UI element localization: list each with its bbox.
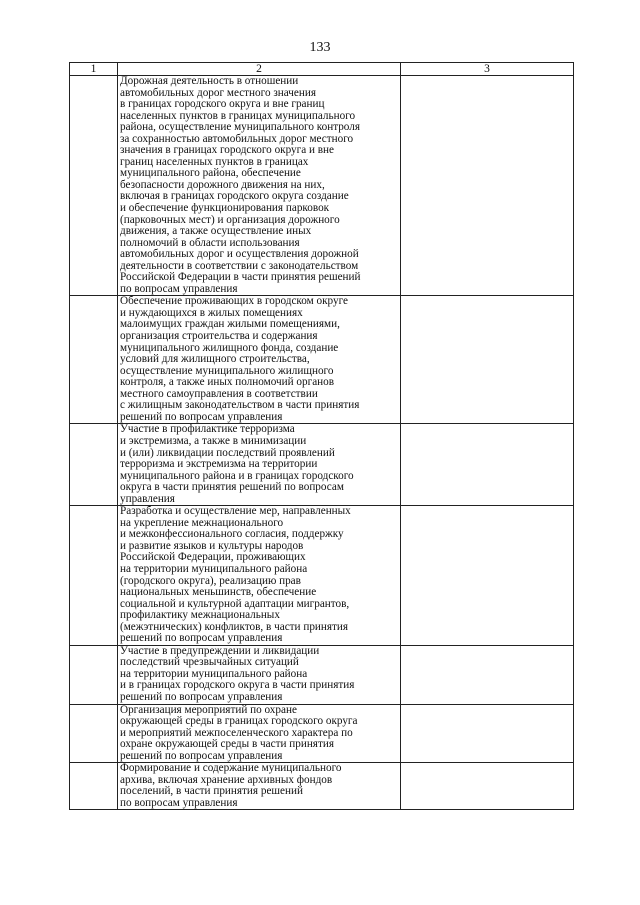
note-cell [401, 506, 574, 646]
powers-text-cell: Формирование и содержание муниципального архива, включая хранение архивных фондов поселений, в части принятия решений по вопросам управления [118, 763, 401, 810]
powers-text-cell: Обеспечение проживающих в городском округе и нуждающихся в жилых помещениях малоимущих граждан жилыми помещениями, организация строительства и содержания муниципального жилищного фонда, создание условий для жилищного строительства, осуществление муниципального жилищного контроля, а также иных полномочий органов местного самоуправления в соответствии с жилищным законодательством в части принятия решений по вопросам управления [118, 296, 401, 424]
column-header-1: 1 [70, 63, 118, 76]
note-cell [401, 76, 574, 296]
note-cell [401, 424, 574, 506]
powers-text-cell: Организация мероприятий по охране окружающей среды в границах городского округа и мероприятий межпоселенческого характера по охране окружающей среды в части принятия решений по вопросам управления [118, 704, 401, 763]
column-header-3: 3 [401, 63, 574, 76]
powers-text-cell: Участие в предупреждении и ликвидации последствий чрезвычайных ситуаций на территории муниципального района и в границах городского округа в части принятия решений по вопросам управления [118, 645, 401, 704]
row-number-cell [70, 296, 118, 424]
table-row [70, 76, 574, 296]
table-row [70, 506, 574, 646]
page-number: 133 [309, 40, 331, 55]
note-cell [401, 704, 574, 763]
powers-table [69, 62, 574, 810]
table-row [70, 645, 574, 704]
table-row [70, 704, 574, 763]
note-cell [401, 645, 574, 704]
table-row [70, 424, 574, 506]
row-number-cell [70, 76, 118, 296]
row-number-cell [70, 704, 118, 763]
column-header-2: 2 [118, 63, 401, 76]
powers-text-cell: Разработка и осуществление мер, направленных на укрепление межнационального и межконфессионального согласия, поддержку и развитие языков и культуры народов Российской Федерации, проживающих на территории муниципального района (городского округа), реализацию прав национальных меньшинств, обеспечение социальной и культурной адаптации мигрантов, профилактику межнациональных (межэтнических) конфликтов, в части принятия решений по вопросам управления [118, 506, 401, 646]
row-number-cell [70, 645, 118, 704]
row-number-cell [70, 424, 118, 506]
row-number-cell [70, 506, 118, 646]
table-header-row [70, 63, 574, 76]
table-row [70, 296, 574, 424]
table-row [70, 763, 574, 810]
note-cell [401, 296, 574, 424]
powers-text-cell: Участие в профилактике терроризма и экстремизма, а также в минимизации и (или) ликвидации последствий проявлений терроризма и экстремизма на территории муниципального района и в границах городского округа в части принятия решений по вопросам управления [118, 424, 401, 506]
powers-text-cell: Дорожная деятельность в отношении автомобильных дорог местного значения в границах городского округа и вне границ населенных пунктов в границах муниципального района, осуществление муниципального контроля за сохранностью автомобильных дорог местного значения в границах городского округа и вне границ населенных пунктов в границах муниципального района, обеспечение безопасности дорожного движения на них, включая в границах городского округа создание и обеспечение функционирования парковок (парковочных мест) и организация дорожного движения, а также осуществление иных полномочий в области использования автомобильных дорог и осуществления дорожной деятельности в соответствии с законодательством Российской Федерации в части принятия решений по вопросам управления [118, 76, 401, 296]
row-number-cell [70, 763, 118, 810]
note-cell [401, 763, 574, 810]
